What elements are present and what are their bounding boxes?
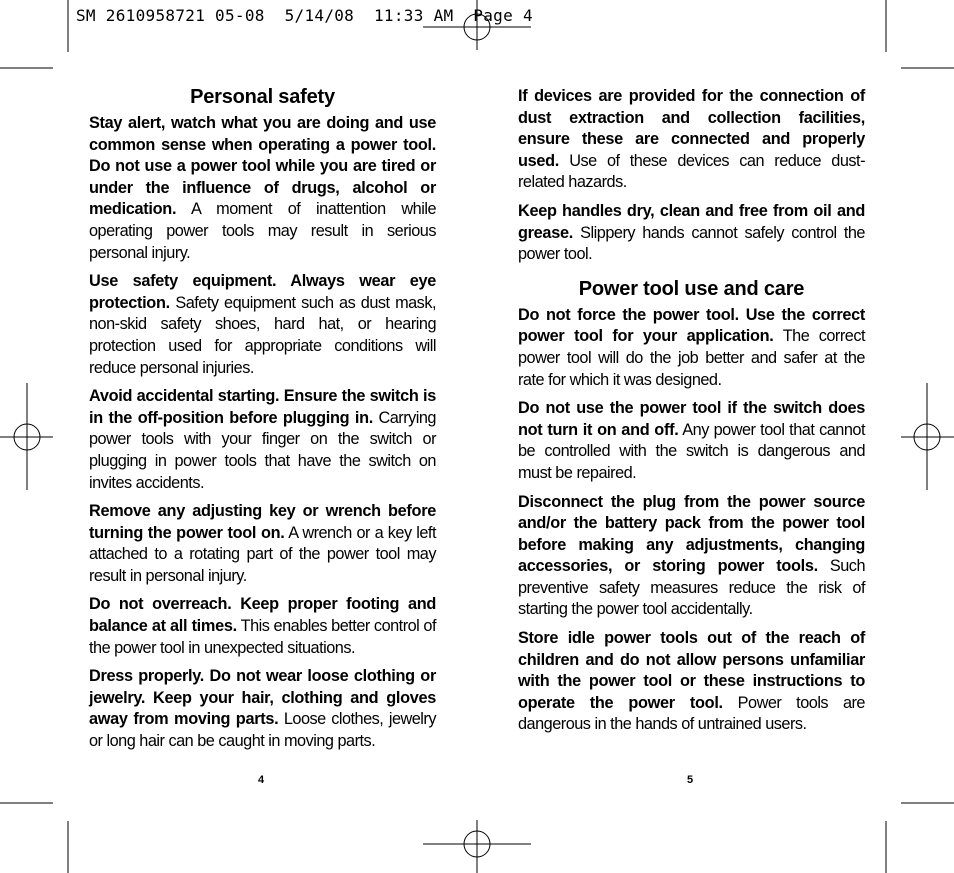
paragraph [518, 628, 865, 736]
paragraph-lead: If devices are provided for the connection of dust extraction and collection facilities, ensure these are connected and properly used. [518, 87, 865, 170]
registration-mark-bottom [423, 820, 531, 873]
paragraph [518, 86, 865, 194]
paragraph-lead: Keep handles dry, clean and free from oil and grease. [518, 201, 865, 242]
paragraph-lead: Use safety equipment. Always wear eye protection. [89, 272, 436, 312]
paragraph-body: Carrying power tools with your finger on the switch or plugging in power tools that have the switch on invites accidents. [89, 408, 436, 492]
paragraph-body: Loose clothes, jewelry or long hair can be caught in moving parts. [89, 710, 436, 751]
paragraph-lead: Do not force the power tool. Use the correct power tool for your application. [518, 305, 865, 346]
print-slug-line: SM 2610958721 05-08 5/14/08 11:33 AM Page 4 [76, 6, 533, 25]
paragraph-lead: Stay alert, watch what you are doing and use common sense when operating a power tool. Do not use a power tool while you are tired or under the influence of drugs, alcohol or medication. [89, 114, 436, 219]
paragraph-body: Slippery hands cannot safely control the power tool. [518, 223, 865, 264]
paragraph-lead: Remove any adjusting key or wrench before turning the power tool on. [89, 502, 436, 542]
paragraph [89, 271, 436, 379]
paragraph-lead: Disconnect the plug from the power source and/or the battery pack from the power tool before making any adjustments, changing accessories, or storing power tools. [518, 492, 865, 576]
paragraph-lead: Store idle power tools out of the reach of children and do not allow persons unfamiliar with the power tool or these instructions to operate the power tool. [518, 629, 865, 712]
section-heading-personal-safety: Personal safety [190, 86, 335, 108]
page-number-right: 5 [687, 774, 694, 786]
registration-mark-right [901, 383, 954, 490]
paragraph-body: Any power tool that cannot be controlled with the switch is dangerous and must be repaired. [518, 420, 865, 482]
paragraph-body: A wrench or a key left attached to a rotating part of the power tool may result in personal injury. [89, 523, 436, 585]
paragraph [518, 201, 865, 266]
paragraph-body: Power tools are dangerous in the hands of untrained users. [518, 693, 865, 734]
paragraph [89, 666, 436, 752]
paragraph [518, 492, 865, 622]
paragraph-body: A moment of inattention while operating power tools may result in serious personal injury. [89, 200, 436, 262]
paragraph [89, 113, 436, 264]
paragraph-lead: Do not use the power tool if the switch does not turn it on and off. [518, 399, 865, 439]
paragraph [89, 501, 436, 587]
right-column [518, 86, 865, 743]
paragraph [89, 594, 436, 659]
paragraph-lead: Avoid accidental starting. Ensure the switch is in the off-position before plugging in. [89, 387, 436, 427]
paragraph [89, 386, 436, 494]
paragraph-body: Safety equipment such as dust mask, non-skid safety shoes, hard hat, or hearing protection used for appropriate conditions will reduce personal injuries. [89, 293, 436, 377]
paragraph [518, 398, 865, 484]
paragraph [518, 305, 865, 391]
paragraph-lead: Do not overreach. Keep proper footing and balance at all times. [89, 595, 436, 636]
paragraph-body: This enables better control of the power tool in unexpected situations. [89, 617, 436, 657]
page-number-left: 4 [258, 774, 265, 786]
paragraph-body: Use of these devices can reduce dust-related hazards. [518, 151, 865, 192]
section-heading-power-tool-use: Power tool use and care [578, 277, 805, 300]
paragraph-body: Such preventive safety measures reduce the risk of starting the power tool accidentally. [518, 557, 866, 619]
paragraph-lead: Dress properly. Do not wear loose clothing or jewelry. Keep your hair, clothing and gloves away from moving parts. [89, 667, 436, 729]
left-column [89, 84, 436, 760]
registration-mark-left [0, 383, 53, 490]
paragraph-body: The correct power tool will do the job better and safer at the rate for which it was designed. [518, 327, 865, 389]
